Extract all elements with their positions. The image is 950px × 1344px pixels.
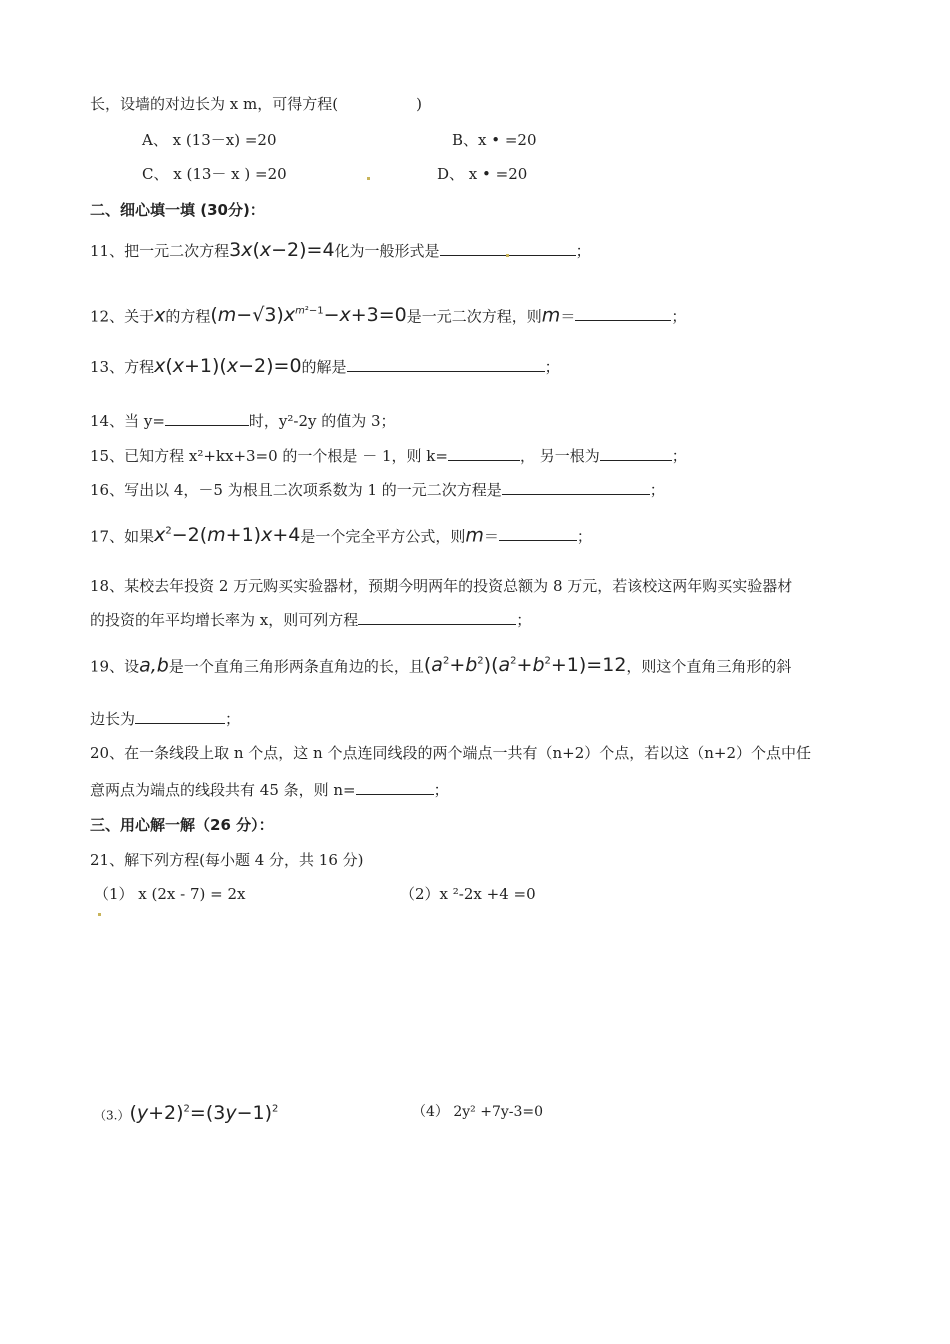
q17-end: ； xyxy=(576,527,592,546)
q17-suffix: 是一个完全平方公式，则 xyxy=(300,527,466,546)
q17-eq: ＝ xyxy=(483,527,499,546)
q11-line xyxy=(90,240,591,261)
q14-prefix: 14、当 y= xyxy=(90,412,165,430)
q16-line xyxy=(90,480,665,500)
q18-end: ； xyxy=(516,611,532,629)
q21-part1: （1） x (2x - 7) = 2x xyxy=(94,885,246,903)
speck-mark xyxy=(367,177,370,180)
q13-prefix: 13、方程 xyxy=(90,358,155,376)
q11-equation: 3x(x−2)=4 xyxy=(229,239,335,261)
q12-answer-blank[interactable] xyxy=(575,306,671,321)
q19-line2 xyxy=(90,709,240,729)
q10-option-a: A、 x (13－x) =20 xyxy=(142,131,277,149)
q13-answer-blank[interactable] xyxy=(347,357,545,372)
q17-answer-blank[interactable] xyxy=(499,526,577,541)
q12-mid: 的方程 xyxy=(165,307,211,326)
q16-answer-blank[interactable] xyxy=(502,480,650,495)
q12-var-x: x xyxy=(154,304,166,327)
q15-end: ； xyxy=(671,447,687,465)
q18-line1: 18、某校去年投资 2 万元购买实验器材，预期今明两年的投资总额为 8 万元，若该校这两年购买实验器材 xyxy=(90,577,793,595)
q14-suffix: 时，y²-2y 的值为 3； xyxy=(248,412,396,430)
q10-option-c: C、 x (13－ x ) =20 xyxy=(142,165,287,183)
q15-prefix: 15、已知方程 x²+kx+3=0 的一个根是 － 1，则 k= xyxy=(90,447,448,465)
q19-end: ； xyxy=(225,710,241,728)
q21-part3-label: （3.） xyxy=(94,1108,130,1123)
q15-mid: ， 另一根为 xyxy=(519,447,600,465)
q14-answer-blank[interactable] xyxy=(165,411,249,426)
q13-end: ； xyxy=(544,358,560,376)
q20-line1: 20、在一条线段上取 n 个点，这 n 个点连同线段的两个端点一共有（n+2）个点，若以这（n+2）个点中任 xyxy=(90,744,812,762)
q18-line2 xyxy=(90,610,531,630)
q13-equation: x(x+1)(x−2)=0 xyxy=(154,355,302,377)
q17-var-m: m xyxy=(465,524,484,547)
q16-text: 16、写出以 4，－5 为根且二次项系数为 1 的一元二次方程是 xyxy=(90,481,502,499)
q17-line xyxy=(90,522,592,546)
q19-equation: $(a^2+b^2)(a^2+b^2+1)=12$ xyxy=(423,654,627,677)
q12-suffix: 是一元二次方程，则 xyxy=(406,307,542,326)
q21-part3 xyxy=(94,1100,278,1125)
q19-line1 xyxy=(90,652,791,676)
q15-root-blank[interactable] xyxy=(600,446,672,461)
q10-line xyxy=(90,94,422,114)
q11-prefix: 11、把一元二次方程 xyxy=(90,242,230,260)
speck-mark xyxy=(506,254,509,257)
section-2-heading: 二、细心填一填 (30分)： xyxy=(90,201,265,219)
q10-option-b: B、x • =20 xyxy=(452,131,537,149)
q12-prefix: 12、关于 xyxy=(90,307,155,326)
q12-end: ； xyxy=(671,307,687,326)
q10-text: 长，设墙的对边长为 x m，可得方程( xyxy=(90,95,339,113)
q21-part3-equation: $(y+2)^2=(3y-1)^2$ xyxy=(129,1102,279,1125)
q12-eq: ＝ xyxy=(560,307,576,326)
q19-line2-text: 边长为 xyxy=(90,710,136,728)
q20-text: 意两点为端点的线段共有 45 条，则 n= xyxy=(90,781,356,799)
q13-line xyxy=(90,356,560,377)
q19-suffix: ，则这个直角三角形的斜 xyxy=(626,657,792,676)
q18-answer-blank[interactable] xyxy=(358,610,516,625)
q10-option-d: D、 x • =20 xyxy=(437,165,528,183)
q19-mid: 是一个直角三角形两条直角边的长，且 xyxy=(168,657,424,676)
q18-text: 的投资的年平均增长率为 x，则可列方程 xyxy=(90,611,359,629)
q12-line xyxy=(90,302,686,326)
q15-k-blank[interactable] xyxy=(448,446,520,461)
q20-end: ； xyxy=(433,781,449,799)
q21-part2: （2）x ²-2x +4 =0 xyxy=(400,885,536,903)
q10-close-paren: ) xyxy=(416,95,422,113)
q21-title: 21、解下列方程(每小题 4 分，共 16 分) xyxy=(90,851,364,869)
q12-equation: $(m-√3)x^{m^2-1}-x+3=0$ xyxy=(210,304,407,327)
q11-end: ； xyxy=(575,242,591,260)
q20-line2 xyxy=(90,780,449,800)
q17-prefix: 17、如果 xyxy=(90,527,155,546)
q21-part4: （4） 2y² +7y-3=0 xyxy=(412,1104,544,1120)
q19-prefix: 19、设 xyxy=(90,657,140,676)
section-3-heading: 三、用心解一解（26 分）： xyxy=(90,816,274,834)
speck-mark xyxy=(98,913,101,916)
q19-vars: a,b xyxy=(139,654,169,677)
q15-line xyxy=(90,446,687,466)
q17-expression: $x^2-2(m+1)x+4$ xyxy=(154,524,301,547)
q14-line xyxy=(90,411,396,431)
q20-answer-blank[interactable] xyxy=(356,780,434,795)
q13-suffix: 的解是 xyxy=(301,358,347,376)
q16-end: ； xyxy=(649,481,665,499)
q19-answer-blank[interactable] xyxy=(135,709,225,724)
q12-var-m: m xyxy=(541,304,561,327)
q11-suffix: 化为一般形式是 xyxy=(334,242,440,260)
